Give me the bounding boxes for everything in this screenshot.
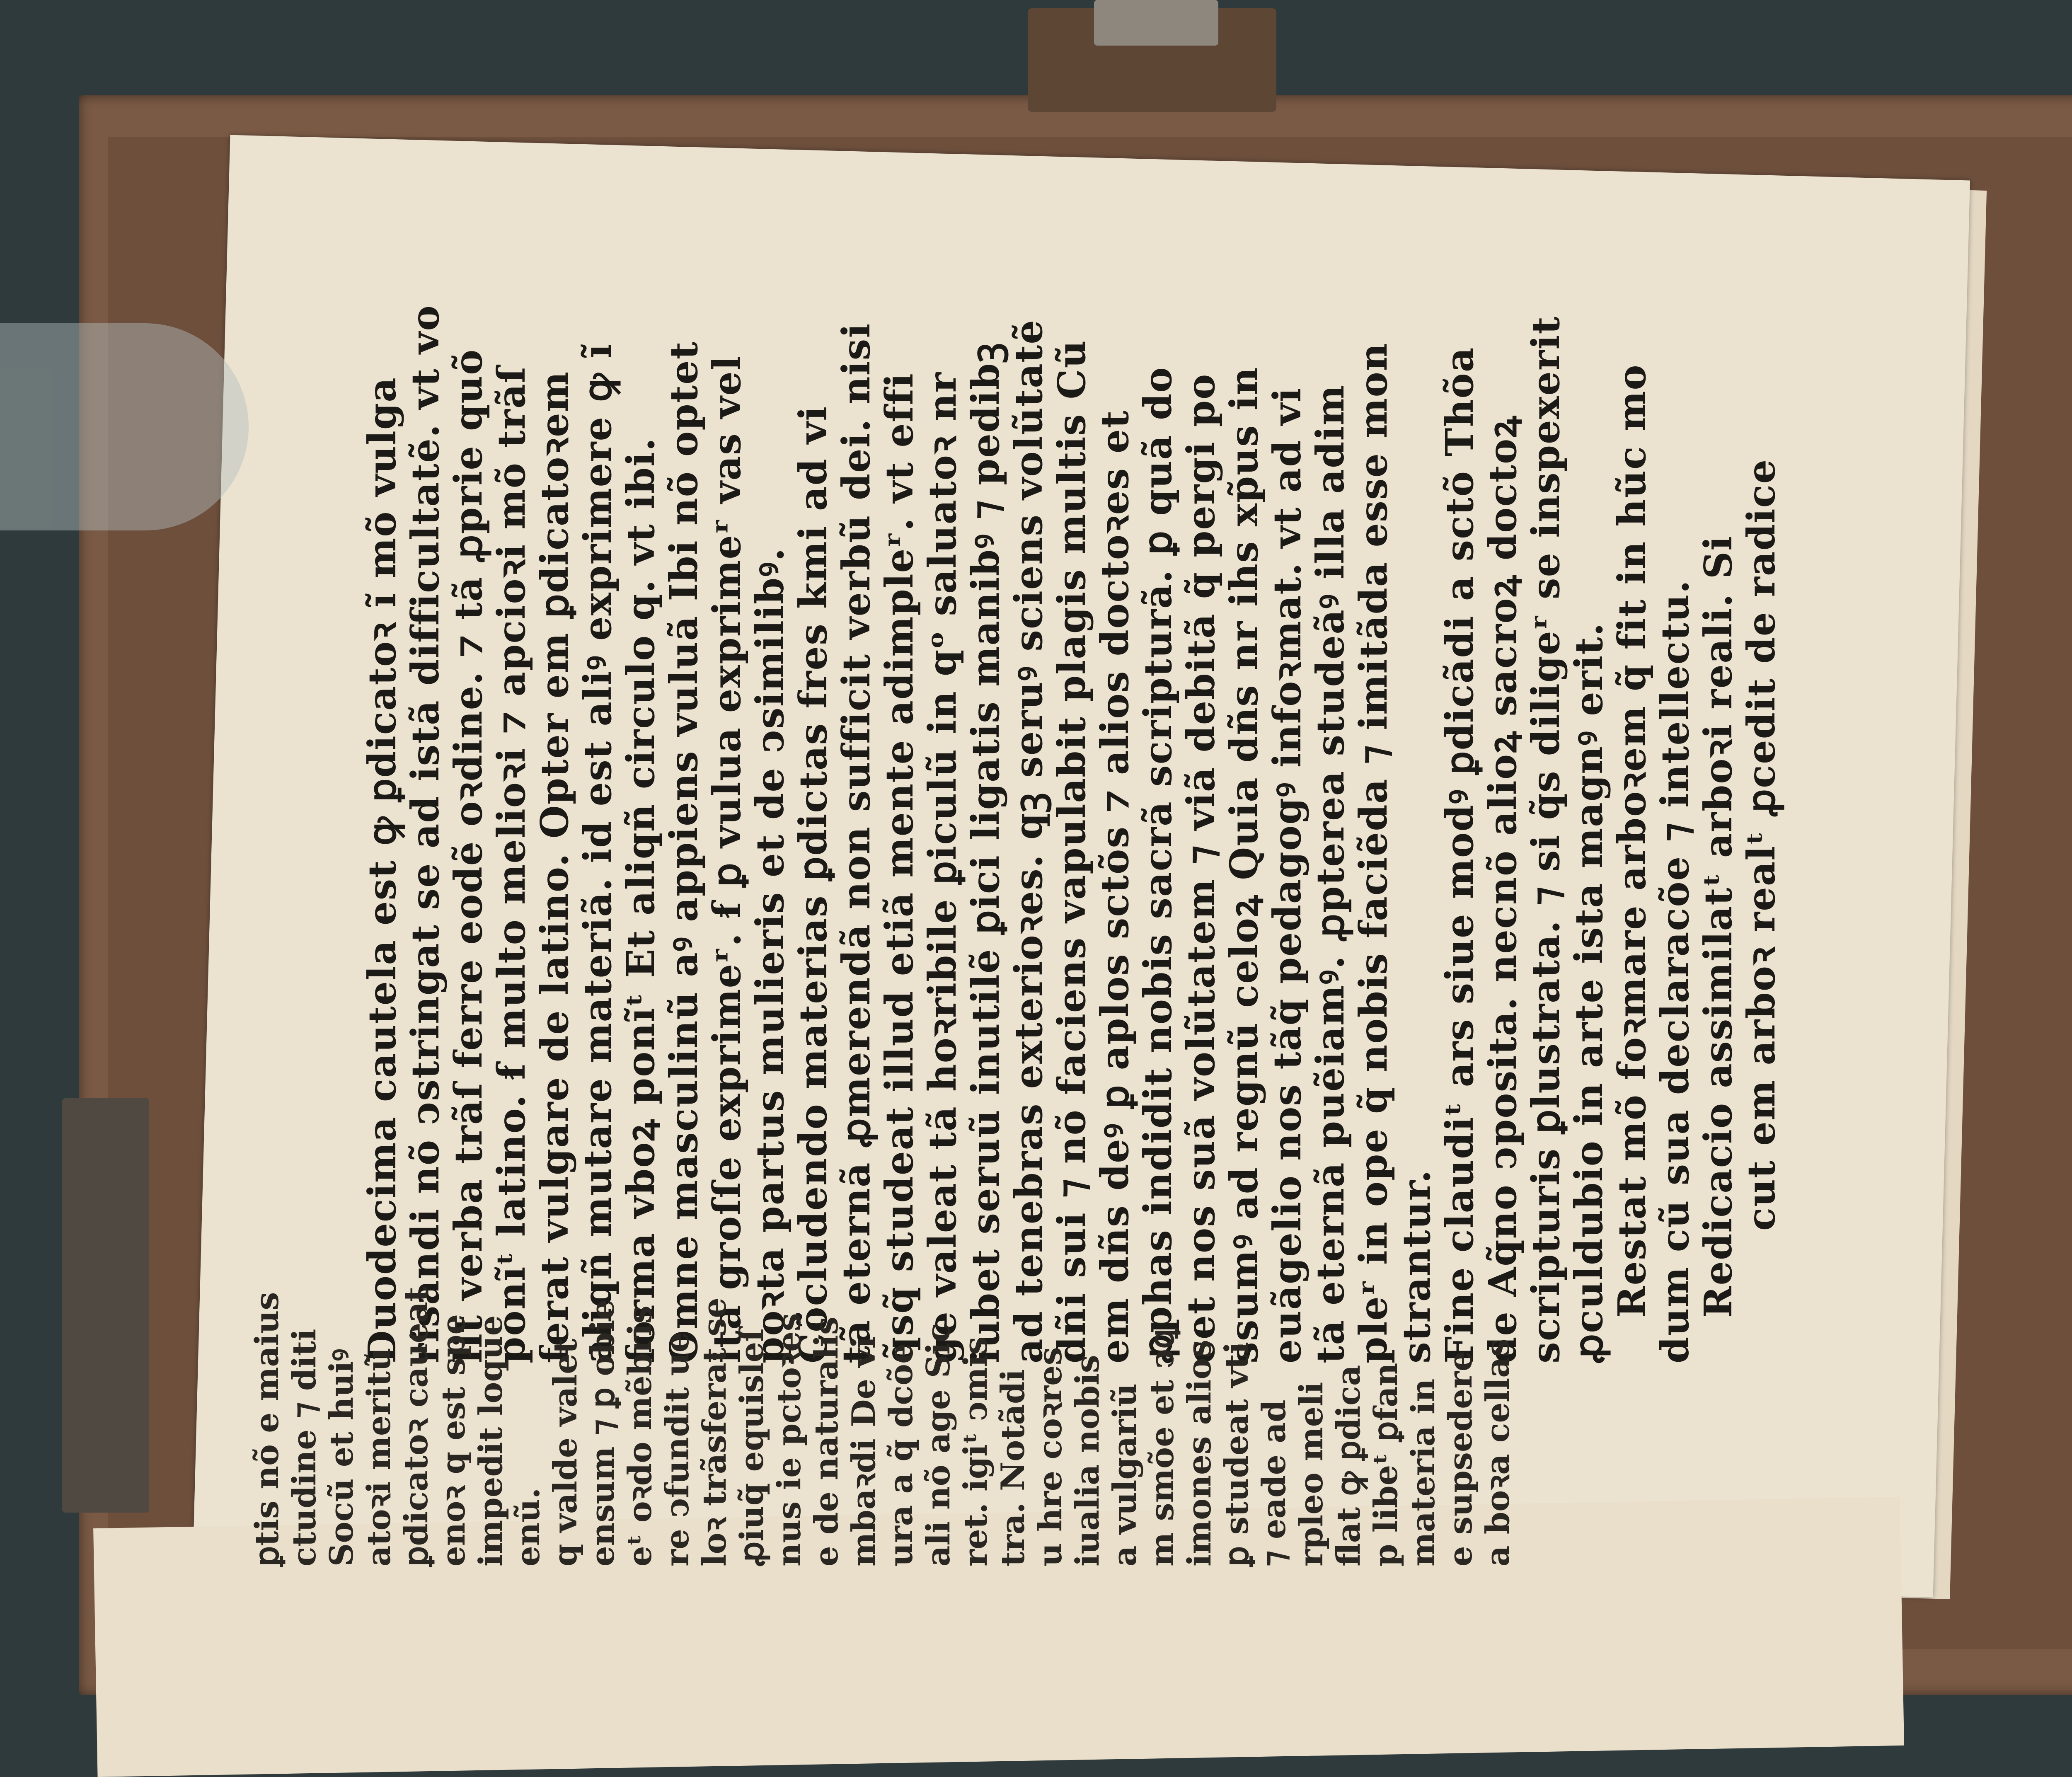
facing-text-line: flat ꝙ ꝑdica xyxy=(1330,1365,1368,1566)
left-clasp-strap xyxy=(62,1098,149,1513)
text-line: em dñs deꝰ ꝑ aplos sctõs ⁊ alios doctoꝛes et xyxy=(1092,409,1137,1363)
text-line: tã eternã ꝓmerendã non sufficit verbũ dei. nisi xyxy=(834,322,879,1363)
text-line: pleʳ in ope q̃ nobis faciẽda ⁊ imitãda esse mon xyxy=(1351,342,1396,1363)
facing-text-line: ensum ⁊ ꝑ obie xyxy=(584,1299,622,1566)
facing-text-line: eᵗ oꝛdo mẽbris xyxy=(621,1305,659,1566)
facing-text-line: materia in xyxy=(1404,1378,1442,1566)
facing-text-line: e de naturalis xyxy=(808,1317,845,1566)
facing-text-line: loꝛ trãsferat se xyxy=(696,1298,733,1566)
text-line: strantur. xyxy=(1394,1169,1439,1363)
text-line: ponĩᵗ latino. ẜ multo melioꝛi ⁊ apcioꝛi mõ trãſ xyxy=(489,366,534,1363)
facing-text-line: ꝑtis nõ e maius xyxy=(248,1292,286,1566)
facing-text-line: enoꝛ q est spe xyxy=(435,1314,472,1566)
facing-text-line: iualia nobis xyxy=(1069,1355,1106,1566)
facing-text-line: ura a q̃ dcõe xyxy=(882,1343,920,1566)
facing-text-line: m smõe et ↄꝗ xyxy=(1143,1328,1181,1566)
facing-text-line: ꝑ studeat vti xyxy=(1218,1341,1256,1566)
facing-text-line: ret. igiᵗ ↄmis xyxy=(957,1336,995,1566)
text-line: tã eternã puẽiamꝰ. ꝓpterea studeãꝰ illa adim xyxy=(1308,384,1353,1363)
text-line: ad tenebras exterioꝛes. qꝫ seruꝰ sciens volũtatẽ xyxy=(1006,319,1051,1363)
text-line: ꝓphas indidit nobis sacrã scripturã. ꝑ quã do xyxy=(1135,366,1180,1363)
text-line: Restat mõ foꝛmare arboꝛem q̃ fit in hũc mo xyxy=(1610,364,1654,1318)
facing-text-line: ꝑdicatoꝛ caueat xyxy=(397,1287,435,1566)
text-line: risandi nõ ↄstringat se ad istã difficultatẽ. vt vo xyxy=(403,305,448,1363)
text-line: Omne masculinũ aꝰ appiens vuluã Ibi nõ optet xyxy=(661,341,706,1363)
facing-text-line: atoꝛi meritũ xyxy=(360,1348,398,1566)
text-line: iubet seruũ inutilẽ ꝑici ligatis manibꝰ ⁊ pedibꝫ xyxy=(963,342,1008,1363)
text-line: ge valeat tã hoꝛribile ꝑiculũ in qᵒ saluatoꝛ nr xyxy=(920,371,965,1363)
facing-text-line: rpleo meli xyxy=(1293,1382,1330,1566)
facing-text-line: q valde valet xyxy=(547,1339,584,1566)
text-line: forma vboꝝ ponĩᵗ Et aliqñ circulo q. vt ibi. xyxy=(618,437,663,1363)
text-line: scripturis ꝑlustrata. ⁊ si q̃s diligeʳ se inspexerit xyxy=(1523,316,1568,1363)
text-line: ꝓculdubio in arte ista magnꝰ erit. xyxy=(1566,622,1611,1363)
text-line: ssumꝰ ad regnũ celoꝝ Quia dñs nr ihs xp̃us in xyxy=(1222,366,1266,1363)
facing-text-line: Socũ et huiꝰ xyxy=(323,1348,361,1566)
text-line: dum cũ sua declaracõe ⁊ intellectu. xyxy=(1653,579,1697,1363)
facing-text-line: a vulgariũ xyxy=(1106,1383,1144,1566)
facing-text-line: ali nõ age Sic xyxy=(920,1322,957,1566)
text-line: Redicacio assimilatᵗ arboꝛi reali. Si xyxy=(1696,535,1740,1318)
text-line: Cõcludendo materias ꝑdictas fres kmi ad vi xyxy=(791,405,835,1363)
facing-text-line: re ↄfundit ue xyxy=(658,1332,696,1566)
facing-text-line: impedit loque xyxy=(472,1315,510,1566)
text-line: lit verba trãſ ferre eodẽ oꝛdine. ⁊ tã ꝓprie quõ xyxy=(446,349,491,1363)
text-line: Fine claudiᵗ ars siue modꝰ ꝑdicãdi a sctõ Thõa xyxy=(1437,346,1482,1363)
text-line: poꝛta partus mulieris et de ↄsimilibꝰ. xyxy=(748,547,792,1363)
facing-text-line: ⁊ eade ad xyxy=(1255,1399,1293,1566)
text-line: cet nos suã volũtatem ⁊ viã debitã q̃ pergi po xyxy=(1179,373,1223,1363)
text-line: Duodecima cautela est ꝙ ꝑdicatoꝛ ĩ mõ vulga xyxy=(360,377,404,1363)
text-line: de Aq̃no ↄposita. necnõ alioꝝ sacroꝝ doctoꝝ xyxy=(1480,415,1525,1363)
facing-text-line: u hre coꝛres xyxy=(1031,1347,1069,1566)
facing-text-line: imones alios xyxy=(1181,1339,1218,1566)
facing-text-line: ꝓiuq̃ equisleſ xyxy=(733,1328,771,1566)
facing-text-line: a boꝛa cellas xyxy=(1479,1339,1517,1566)
facing-text-line: enũ. xyxy=(509,1487,547,1566)
facing-text-line: tra. Notãdi xyxy=(994,1369,1032,1566)
left-page-weight xyxy=(0,323,249,530)
text-line: euãgelio nos tãq̃ pedagogꝰ infoꝛmat. vt ad vi xyxy=(1265,387,1310,1363)
facing-text-line: p libeᵗ ꝑfan xyxy=(1367,1363,1405,1566)
text-line: ferat vulgare de latino. Opter em ꝑdicatoꝛem xyxy=(532,370,577,1363)
text-line: cut em arboꝛ realᵗ ꝓcedit de radice xyxy=(1739,458,1784,1231)
facing-text-line: ctudine ⁊ diti xyxy=(286,1329,323,1566)
text-line: ita groſſe exprimeʳ. ẜ ꝑ vulua exprimeʳ vas vel xyxy=(704,355,749,1363)
text-line: dñi sui ⁊ nõ faciens vapulabit plagis multis Cũ xyxy=(1049,339,1094,1363)
facing-text-line: e supsedere xyxy=(1442,1351,1479,1566)
text-line: q̃sq̃ studeat illud etiã mente adimpleʳ. vt effi xyxy=(877,373,922,1363)
text-line: aliqñ mutare materiã. id est aliꝰ exprimere ꝙ ĩ xyxy=(575,343,620,1363)
facing-text-line: mbaꝛdi De vi xyxy=(845,1336,883,1566)
facing-text-line: nus ie pctoꝛes xyxy=(770,1313,808,1566)
